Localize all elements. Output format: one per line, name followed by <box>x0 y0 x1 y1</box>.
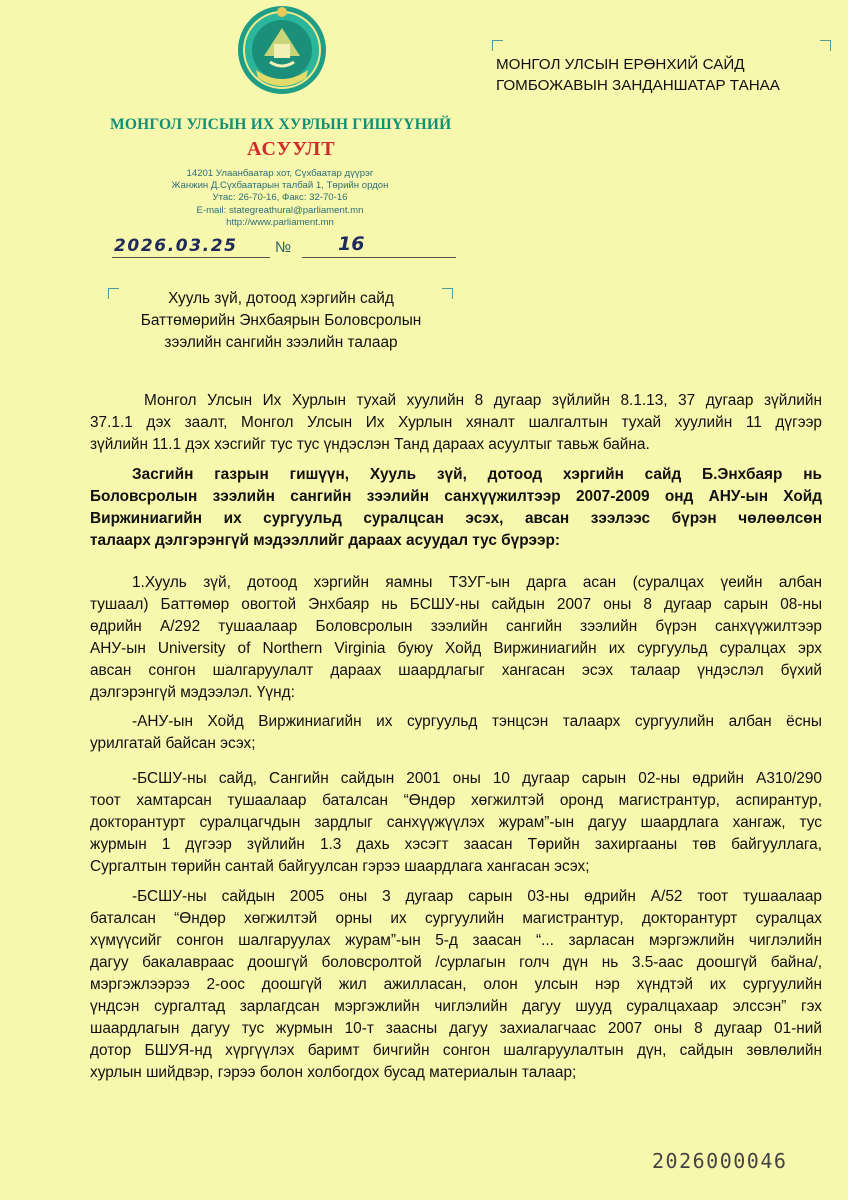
text-line: докторантурт суралцагчдын зардлыг санхүүжүүлэх журам”-ын дагуу шаардлага хангаж, тус <box>90 814 822 831</box>
text-line: дотор БШУЯ-нд хүргүүлэх баримт бичгийн сонгон шалгаруулалтын дүн, сайдын зөвлөлийн <box>90 1042 822 1059</box>
paragraph-bullet-2 <box>90 768 822 878</box>
contact-website: http://www.parliament.mn <box>226 216 334 228</box>
recipient-title: МОНГОЛ УЛСЫН ЕРӨНХИЙ САЙД <box>496 56 745 73</box>
contact-phone: Утас: 26-70-16, Факс: 32-70-16 <box>212 192 348 204</box>
paragraph-bullet-3 <box>90 886 822 1084</box>
text-line: авсан сонгон шалгаруулалт дараах шаардлагыг хангасан эсэх талаар үндэслэл бүхий <box>90 662 822 679</box>
date-underline <box>112 257 270 258</box>
date-number-row <box>112 233 456 260</box>
text-line: тоот хамтарсан тушаалаар баталсан “Өндөр хөгжилтэй оронд магистрантур, аспирантур, <box>90 792 822 809</box>
text-line: АНУ-ын University of Northern Virginia буюу Хойд Виржиниагийн их сургуульд суралцах эрх <box>90 640 822 657</box>
recipient-block <box>496 54 826 96</box>
document-number: 16 <box>338 233 365 255</box>
text-line: Монгол Улсын Их Хурлын тухай хуулийн 8 дугаар зүйлийн 8.1.13, 37 дугаар зүйлийн <box>144 392 822 409</box>
subject-block <box>118 288 444 354</box>
subject-line: Хууль зүй, дотоод хэргийн сайд <box>168 290 394 307</box>
subject-line: зээлийн сангийн зээлийн талаар <box>164 334 398 351</box>
text-line: Виржиниагийн их сургуульд суралцсан эсэх, авсан зээлээс бүрэн чөлөөлсөн <box>90 510 822 527</box>
recipient-corner-left <box>492 40 503 51</box>
text-line: шаардлагын дагуу тус журмын 10-т заасны дагуу захиалагчаас 2007 оны 8 дугаар 01-ний <box>90 1020 822 1037</box>
text-line: үндсэн сургалтад зарлагдсан мэргэжлийн чиглэлийн дагуу шууд суралцахаар элссэн” гэх <box>90 998 822 1015</box>
text-line: Засгийн газрын гишүүн, Хууль зүй, дотоод хэргийн сайд Б.Энхбаяр нь <box>132 466 822 483</box>
number-label: № <box>275 239 292 256</box>
text-line: 37.1.1 дэх заалт, Монгол Улсын Их Хурлын хяналт шалгалтын тухай хуулийн 11 дүгээр <box>90 414 822 431</box>
text-line: талаарх дэлгэрэнгүй мэдээллийг дараах асуудал тус бүрээр: <box>90 532 560 549</box>
recipient-name: ГОМБОЖАВЫН ЗАНДАНШАТАР ТАНАА <box>496 77 780 94</box>
text-line: хүмүүсийг сонгон шалгаруулах журам”-ын 5-д заасан “... зарласан мэргэжлийн чиглэлийн <box>90 932 822 949</box>
text-line: -БСШУ-ны сайд, Сангийн сайдын 2001 оны 10 дугаар сарын 02-ны өдрийн А310/290 <box>132 770 822 787</box>
org-title: МОНГОЛ УЛСЫН ИХ ХУРЛЫН ГИШҮҮНИЙ <box>110 116 452 133</box>
text-line: -АНУ-ын Хойд Виржиниагийн их сургуульд тэнцсэн талаарх сургуулийн албан ёсны <box>132 713 822 730</box>
text-line: -БСШУ-ны сайдын 2005 оны 3 дугаар сарын 03-ны өдрийн А/52 тоот тушаалаар <box>132 888 822 905</box>
text-line: Боловсролын зээлийн сангийн зээлийн санхүүжилтээр 2007-2009 онд АНУ-ын Хойд <box>90 488 822 505</box>
document-date: 2026.03.25 <box>114 236 238 256</box>
paragraph-question <box>90 464 822 552</box>
text-line: Сургалтын төрийн сантай байгуулсан гэрээ шаардлага хангасан эсэх; <box>90 858 590 875</box>
paragraph-bullet-1 <box>90 711 822 755</box>
contact-address: 14201 Улаанбаатар хот, Сүхбаатар дүүрэг <box>186 168 374 179</box>
text-line: дэлгэрэнгүй мэдээлэл. Үүнд: <box>90 684 295 701</box>
text-line: урилгатай байсан эсэх; <box>90 735 256 752</box>
text-line: хурлын шийдвэр, гэрээ болон холбогдох бусад материалын талаар; <box>90 1064 577 1081</box>
contact-building: Жанжин Д.Сүхбаатарын талбай 1, Төрийн ордон <box>171 180 389 192</box>
doc-type-title: АСУУЛТ <box>247 138 336 160</box>
recipient-corner-right <box>820 40 831 51</box>
text-line: мэргэжлээрээ 2-оос доошгүй жил ажилласан, олон улсын нэр хүндтэй их сургуулийн <box>90 976 822 993</box>
text-line: журмын 1 дүгээр зүйлийн 1.3 дахь хэсэгт заасан Төрийн захиргааны төв байгууллага, <box>90 836 822 853</box>
contact-block <box>130 168 430 229</box>
subject-line: Баттөмөрийн Энхбаярын Боловсролын <box>140 312 422 329</box>
text-line: 1.Хууль зүй, дотоод хэргийн яамны ТЗУГ-ын дарга асан (суралцах үеийн албан <box>132 574 822 591</box>
text-line: өдрийн А/292 тушаалаар Боловсролын зээлийн сангийн зээлийн бүрэн санхүүжилтээр <box>90 618 822 635</box>
text-line: дагуу бакалавраас доошгүй боловсролтой /сурлагын голч дүн нь 3.5-аас доошгүй байна/, <box>90 954 822 971</box>
text-line: тушаал) Баттөмөр овогтой Энхбаяр нь БСШУ-ны сайдын 2007 оны 8 дугаар сарын 08-ны <box>90 596 822 613</box>
number-underline <box>302 257 456 258</box>
paragraph-intro <box>90 390 822 456</box>
registration-number: 2026000046 <box>652 1149 788 1173</box>
text-line: зүйлийн 11.1 дэх хэсгийг тус тус үндэслэн Танд дараах асуултыг тавьж байна. <box>90 436 650 453</box>
contact-email: E-mail: stategreathural@parliament.mn <box>196 204 364 216</box>
text-line: баталсан “Өндөр хөгжилтэй орны их сургуулийн магистрантур, докторантурт суралцах <box>90 910 822 927</box>
paragraph-item-1 <box>90 572 822 704</box>
mongolia-state-emblem-icon <box>234 4 330 100</box>
